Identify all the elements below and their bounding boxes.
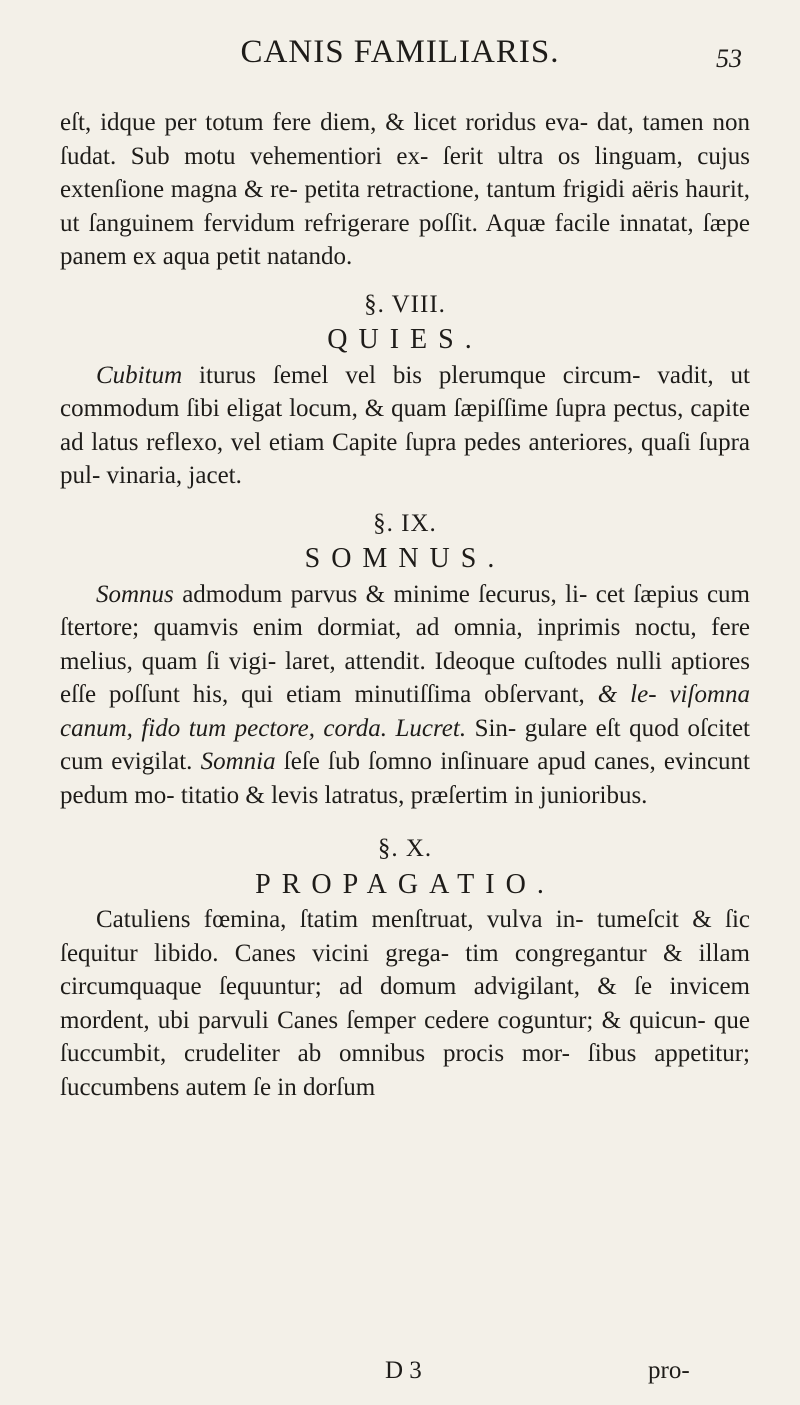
- paragraph-text: iturus ſemel vel bis plerumque circum- vadit, ut commodum ſibi eligat locum, & quam ſæpiſſime ſupra pectus, capite ad latus reflexo, vel etiam Capite ſupra pedes anteriores, quaſi ſupra pul- vinaria, jacet.: [60, 361, 750, 489]
- page-footer: [0, 1357, 800, 1391]
- section-heading-quies: QUIES.: [327, 324, 483, 355]
- text-block: [60, 106, 750, 1104]
- catchword: pro-: [648, 1357, 690, 1384]
- paragraph-text: admodum parvus & minime ſecurus, li- cet ſæpius cum ſtertore; quamvis enim dormiat, ad omnia, inprimis noctu, fere melius, quam ſi vigi- laret, attendit. Ideoque cuſtodes nulli aptiores eſſe poſſunt his, qui etiam minutiſſima obſervant,: [60, 580, 750, 708]
- signature-mark: D 3: [385, 1357, 422, 1384]
- emphasis-word: Somnia: [200, 748, 276, 775]
- paragraph-continued: eſt, idque per totum fere diem, & licet roridus eva- dat, tamen non ſudat. Sub motu vehementiori ex- ſerit ultra os linguam, cujus extenſione magna & re- petita retractione, tantum frigidi aëris haurit, ut ſanguinem fervidum refrigerare poſſit. Aquæ facile innatat, ſæpe panem ex aqua petit natando.: [60, 109, 750, 270]
- section-heading-propagatio: PROPAGATIO.: [255, 868, 555, 900]
- section-number-x: §. X.: [377, 835, 433, 862]
- paragraph-somnus: [60, 578, 750, 813]
- lead-word: Cubitum: [96, 361, 183, 389]
- page-number: 53: [716, 44, 742, 73]
- running-title: CANIS FAMILIARIS.: [240, 34, 560, 70]
- section-number-viii: §. VIII.: [364, 290, 446, 318]
- lucretius-quote: & le- viſomna canum, fido tum pectore, corda. Lucret.: [60, 681, 751, 742]
- paragraph-quies: [60, 359, 750, 493]
- paragraph-text: Sin- gulare eſt quod oſcitet cum evigilat.: [60, 714, 751, 775]
- section-heading-somnus: SOMNUS.: [304, 543, 506, 574]
- lead-word: Somnus: [96, 580, 174, 608]
- paragraph-propagatio: Catuliens fœmina, ſtatim menſtruat, vulva in- tumeſcit & ſic ſequitur libido. Canes vicini grega- tim congregantur & illam circumquaque ſequuntur; ad domum advigilant, & ſe invicem mordent, ubi parvuli Canes ſemper cedere coguntur; & quicun- que ſuccumbit, crudeliter ab omnibus procis mor- ſibus appetitur; ſuccumbens autem ſe in dorſum: [60, 906, 750, 1101]
- section-number-ix: §. IX.: [373, 509, 437, 537]
- running-head: [0, 34, 800, 74]
- paragraph-text: ſeſe ſub ſomno inſinuare apud canes, evincunt pedum mo- titatio & levis latratus, præſertim in junioribus.: [60, 748, 750, 809]
